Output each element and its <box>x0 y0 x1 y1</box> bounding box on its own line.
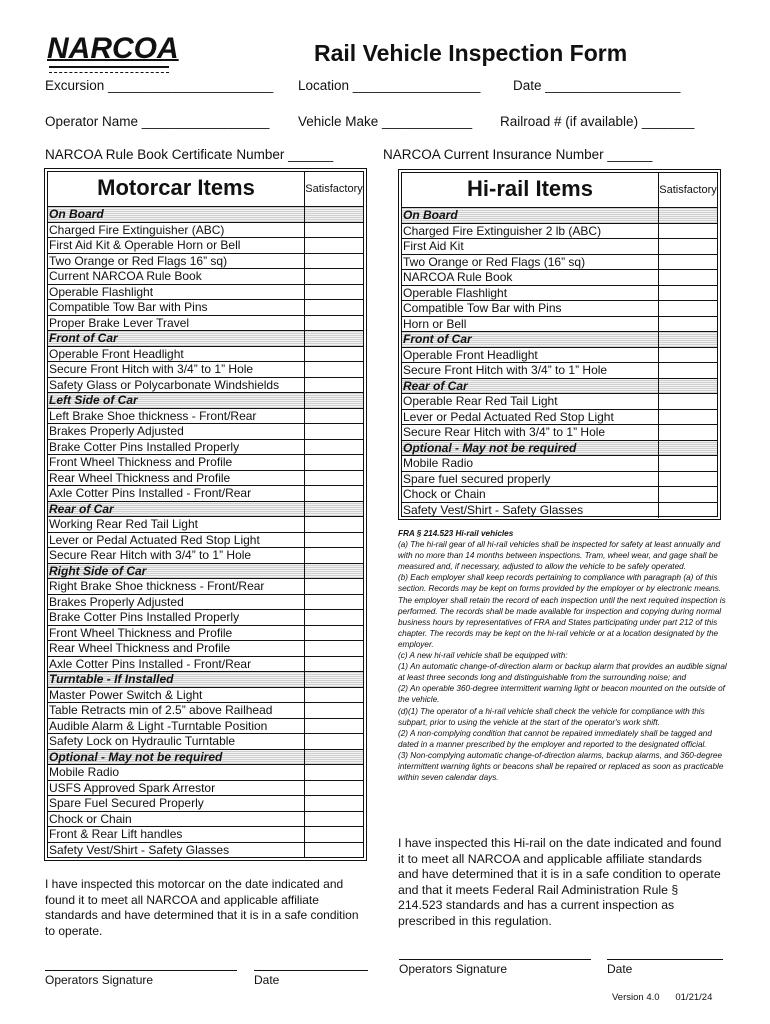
satisfactory-checkbox-cell[interactable] <box>659 472 717 487</box>
satisfactory-checkbox-cell[interactable] <box>659 456 717 471</box>
satisfactory-checkbox-cell[interactable] <box>305 347 363 362</box>
satisfactory-checkbox-cell[interactable] <box>305 827 363 842</box>
satisfactory-column-header: Satisfactory <box>659 184 717 196</box>
item-label: Safety Vest/Shirt - Safety Glasses <box>402 503 659 519</box>
section-blank-cell <box>305 207 363 222</box>
inspection-item-row <box>402 255 717 271</box>
motorcar-table-title: Motorcar Items <box>48 172 305 206</box>
satisfactory-checkbox-cell[interactable] <box>305 223 363 238</box>
inspection-item-row <box>48 238 363 254</box>
inspection-item-row <box>48 827 363 843</box>
item-label: Mobile Radio <box>402 456 659 471</box>
satisfactory-checkbox-cell[interactable] <box>305 440 363 455</box>
satisfactory-checkbox-cell[interactable] <box>305 641 363 656</box>
satisfactory-checkbox-cell[interactable] <box>659 270 717 285</box>
hirail-date-label: Date <box>607 962 633 976</box>
item-label: Front & Rear Lift handles <box>48 827 305 842</box>
motorcar-signature-line[interactable] <box>45 970 237 971</box>
satisfactory-checkbox-cell[interactable] <box>305 719 363 734</box>
inspection-item-row <box>48 347 363 363</box>
motorcar-signature-label: Operators Signature <box>45 973 154 987</box>
section-header-row <box>48 207 363 223</box>
inspection-item-row <box>48 424 363 440</box>
hirail-statement: I have inspected this Hi-rail on the date indicated and found it to meet all NARCOA and applicable affiliate standards and have determined that it is in a safe condition to operate and that it meets Federal Rail Administration Rule § 214.523 standards and has a current inspection as prescribed in this regulation. <box>398 836 722 928</box>
section-blank-cell <box>305 331 363 346</box>
section-header-row <box>48 750 363 766</box>
satisfactory-column-header: Satisfactory <box>305 183 363 195</box>
section-blank-cell <box>305 393 363 408</box>
insurance-field[interactable]: NARCOA Current Insurance Number ______ <box>383 147 653 162</box>
inspection-item-row <box>402 363 717 379</box>
excursion-field[interactable]: Excursion ______________________ <box>45 78 274 93</box>
section-header-row <box>48 564 363 580</box>
item-label: Operable Flashlight <box>402 286 659 301</box>
inspection-item-row <box>402 425 717 441</box>
item-label: Audible Alarm & Light -Turntable Position <box>48 719 305 734</box>
item-label: Horn or Bell <box>402 317 659 332</box>
fra-paragraph: (1) An automatic change-of-direction alarm or backup alarm that provides an audible signal at least three seconds long and distinguishable from the surrounding noise; and <box>398 662 727 683</box>
satisfactory-checkbox-cell[interactable] <box>305 548 363 563</box>
satisfactory-checkbox-cell[interactable] <box>305 688 363 703</box>
hirail-signature-label: Operators Signature <box>399 962 508 976</box>
operator-name-field[interactable]: Operator Name _________________ <box>45 114 270 129</box>
item-label: Working Rear Red Tail Light <box>48 517 305 532</box>
section-label: Turntable - If Installed <box>48 672 305 687</box>
satisfactory-checkbox-cell[interactable] <box>659 224 717 239</box>
item-label: Two Orange or Red Flags (16” sq) <box>402 255 659 270</box>
section-blank-cell <box>659 332 717 347</box>
form-title: Rail Vehicle Inspection Form <box>314 40 628 66</box>
item-label: Front Wheel Thickness and Profile <box>48 626 305 641</box>
satisfactory-checkbox-cell[interactable] <box>659 503 717 519</box>
motorcar-statement: I have inspected this motorcar on the date indicated and found it to meet all NARCOA and applicable affiliate standards and have determined that it is in a safe condition to operate. <box>45 877 359 938</box>
item-label: Lever or Pedal Actuated Red Stop Light <box>48 533 305 548</box>
satisfactory-checkbox-cell[interactable] <box>659 425 717 440</box>
item-label: Rear Wheel Thickness and Profile <box>48 471 305 486</box>
hirail-date-line[interactable] <box>607 959 723 960</box>
item-label: Lever or Pedal Actuated Red Stop Light <box>402 410 659 425</box>
railroad-number-field[interactable]: Railroad # (if available) _______ <box>500 114 695 129</box>
item-label: Secure Front Hitch with 3/4” to 1” Hole <box>402 363 659 378</box>
version-label: Version 4.0 01/21/24 <box>612 992 713 1003</box>
hirail-table-title: Hi-rail Items <box>402 173 659 207</box>
satisfactory-checkbox-cell[interactable] <box>305 424 363 439</box>
inspection-item-row <box>402 270 717 286</box>
fra-regulation-text <box>398 528 728 783</box>
satisfactory-checkbox-cell[interactable] <box>305 471 363 486</box>
satisfactory-checkbox-cell[interactable] <box>305 703 363 718</box>
satisfactory-checkbox-cell[interactable] <box>305 781 363 796</box>
item-label: First Aid Kit & Operable Horn or Bell <box>48 238 305 253</box>
location-field[interactable]: Location _________________ <box>298 78 481 93</box>
satisfactory-checkbox-cell[interactable] <box>305 843 363 859</box>
inspection-item-row <box>48 626 363 642</box>
item-label: Right Brake Shoe thickness - Front/Rear <box>48 579 305 594</box>
satisfactory-checkbox-cell[interactable] <box>305 254 363 269</box>
satisfactory-checkbox-cell[interactable] <box>659 348 717 363</box>
section-header-row <box>402 441 717 457</box>
section-blank-cell <box>305 750 363 765</box>
inspection-item-row <box>402 317 717 333</box>
hirail-items-table <box>398 169 721 520</box>
section-label: Front of Car <box>48 331 305 346</box>
inspection-item-row <box>402 239 717 255</box>
satisfactory-checkbox-cell[interactable] <box>305 796 363 811</box>
item-label: Safety Vest/Shirt - Safety Glasses <box>48 843 305 859</box>
item-label: Axle Cotter Pins Installed - Front/Rear <box>48 657 305 672</box>
inspection-item-row <box>48 471 363 487</box>
narcoa-logo: NARCOA <box>47 32 179 65</box>
inspection-item-row <box>48 812 363 828</box>
inspection-item-row <box>48 455 363 471</box>
section-header-row <box>48 502 363 518</box>
item-label: USFS Approved Spark Arrestor <box>48 781 305 796</box>
satisfactory-checkbox-cell[interactable] <box>305 610 363 625</box>
section-blank-cell <box>305 502 363 517</box>
satisfactory-checkbox-cell[interactable] <box>659 410 717 425</box>
satisfactory-checkbox-cell[interactable] <box>659 255 717 270</box>
inspection-item-row <box>402 224 717 240</box>
section-blank-cell <box>659 441 717 456</box>
satisfactory-checkbox-cell[interactable] <box>305 533 363 548</box>
inspection-item-row <box>402 286 717 302</box>
inspection-item-row <box>48 796 363 812</box>
inspection-item-row <box>48 781 363 797</box>
inspection-item-row <box>402 394 717 410</box>
section-label: Right Side of Car <box>48 564 305 579</box>
satisfactory-checkbox-cell[interactable] <box>659 286 717 301</box>
item-label: Safety Lock on Hydraulic Turntable <box>48 734 305 749</box>
rule-book-cert-field[interactable]: NARCOA Rule Book Certificate Number ______ <box>45 147 334 162</box>
satisfactory-checkbox-cell[interactable] <box>305 626 363 641</box>
inspection-item-row <box>48 548 363 564</box>
inspection-item-row <box>48 610 363 626</box>
satisfactory-checkbox-cell[interactable] <box>305 812 363 827</box>
section-blank-cell <box>305 672 363 687</box>
item-label: Front Wheel Thickness and Profile <box>48 455 305 470</box>
inspection-item-row <box>48 533 363 549</box>
section-header-row <box>48 672 363 688</box>
item-label: Secure Rear Hitch with 3/4” to 1” Hole <box>402 425 659 440</box>
inspection-item-row <box>48 595 363 611</box>
satisfactory-checkbox-cell[interactable] <box>305 269 363 284</box>
fra-paragraph: (2) A non-complying condition that cannot be repaired immediately shall be tagged and dated in a manner prescribed by the employer and reported to the designated official. <box>398 728 712 749</box>
satisfactory-checkbox-cell[interactable] <box>659 487 717 502</box>
section-blank-cell <box>305 564 363 579</box>
logo-rail-decoration <box>49 66 169 73</box>
satisfactory-checkbox-cell[interactable] <box>305 765 363 780</box>
date-field[interactable]: Date __________________ <box>513 78 681 93</box>
inspection-item-row <box>48 300 363 316</box>
fra-paragraph: (a) The hi-rail gear of all hi-rail vehicles shall be inspected for safety at least annually and with no more than 14 months between inspections. Tram, wheel wear, and gage shall be measured and, if necessary, adjusted to allow the vehicle to be safely operated. <box>398 540 721 572</box>
inspection-item-row <box>48 579 363 595</box>
item-label: Two Orange or Red Flags 16” sq) <box>48 254 305 269</box>
item-label: Operable Front Headlight <box>402 348 659 363</box>
fra-paragraph: (3) Non-complying automatic change-of-direction alarms, backup alarms, and 360-degree intermittent warning lights or beacons shall be repaired or replaced as soon as practicable within seven calendar days. <box>398 750 724 783</box>
item-label: Proper Brake Lever Travel <box>48 316 305 331</box>
section-label: Optional - May not be required <box>48 750 305 765</box>
section-label: Front of Car <box>402 332 659 347</box>
satisfactory-checkbox-cell[interactable] <box>305 409 363 424</box>
section-label: On Board <box>402 208 659 223</box>
inspection-item-row <box>402 503 717 519</box>
inspection-item-row <box>48 765 363 781</box>
inspection-item-row <box>48 316 363 332</box>
motorcar-rows <box>48 207 363 858</box>
item-label: Chock or Chain <box>402 487 659 502</box>
section-header-row <box>402 208 717 224</box>
fra-paragraph: (c) A new hi-rail vehicle shall be equipped with: <box>398 651 568 661</box>
item-label: Left Brake Shoe thickness - Front/Rear <box>48 409 305 424</box>
section-blank-cell <box>659 379 717 394</box>
section-label: Optional - May not be required <box>402 441 659 456</box>
motorcar-date-label: Date <box>254 973 280 987</box>
inspection-item-row <box>48 657 363 673</box>
satisfactory-checkbox-cell[interactable] <box>305 238 363 253</box>
satisfactory-checkbox-cell[interactable] <box>305 300 363 315</box>
satisfactory-checkbox-cell[interactable] <box>659 394 717 409</box>
item-label: Axle Cotter Pins Installed - Front/Rear <box>48 486 305 501</box>
item-label: Chock or Chain <box>48 812 305 827</box>
satisfactory-checkbox-cell[interactable] <box>659 363 717 378</box>
inspection-item-row <box>48 223 363 239</box>
hirail-table-header <box>402 173 717 208</box>
section-label: Rear of Car <box>48 502 305 517</box>
motorcar-items-table <box>44 168 367 861</box>
motorcar-date-line[interactable] <box>254 970 368 971</box>
inspection-item-row <box>48 254 363 270</box>
item-label: Brake Cotter Pins Installed Properly <box>48 440 305 455</box>
satisfactory-checkbox-cell[interactable] <box>659 301 717 316</box>
inspection-item-row <box>48 362 363 378</box>
item-label: Compatible Tow Bar with Pins <box>48 300 305 315</box>
satisfactory-checkbox-cell[interactable] <box>305 378 363 393</box>
section-header-row <box>402 332 717 348</box>
fra-paragraph: (d)(1) The operator of a hi-rail vehicle shall check the vehicle for compliance with this subpart, prior to using the vehicle at the start of the operator's work shift. <box>398 706 705 727</box>
section-label: On Board <box>48 207 305 222</box>
item-label: Secure Front Hitch with 3/4” to 1” Hole <box>48 362 305 377</box>
hirail-rows <box>402 208 717 518</box>
inspection-item-row <box>48 440 363 456</box>
section-header-row <box>402 379 717 395</box>
inspection-item-row <box>402 487 717 503</box>
inspection-item-row <box>48 486 363 502</box>
section-header-row <box>48 393 363 409</box>
item-label: Operable Rear Red Tail Light <box>402 394 659 409</box>
satisfactory-checkbox-cell[interactable] <box>305 455 363 470</box>
inspection-item-row <box>48 719 363 735</box>
item-label: Rear Wheel Thickness and Profile <box>48 641 305 656</box>
satisfactory-checkbox-cell[interactable] <box>305 579 363 594</box>
satisfactory-checkbox-cell[interactable] <box>305 362 363 377</box>
inspection-item-row <box>48 688 363 704</box>
section-header-row <box>48 331 363 347</box>
item-label: Spare fuel secured properly <box>402 472 659 487</box>
inspection-item-row <box>48 517 363 533</box>
satisfactory-checkbox-cell[interactable] <box>305 657 363 672</box>
inspection-item-row <box>48 734 363 750</box>
motorcar-table-header <box>48 172 363 207</box>
item-label: Current NARCOA Rule Book <box>48 269 305 284</box>
item-label: Operable Front Headlight <box>48 347 305 362</box>
item-label: Charged Fire Extinguisher 2 lb (ABC) <box>402 224 659 239</box>
inspection-item-row <box>48 843 363 859</box>
item-label: Spare Fuel Secured Properly <box>48 796 305 811</box>
satisfactory-checkbox-cell[interactable] <box>305 595 363 610</box>
item-label: Operable Flashlight <box>48 285 305 300</box>
section-label: Rear of Car <box>402 379 659 394</box>
section-label: Left Side of Car <box>48 393 305 408</box>
item-label: Master Power Switch & Light <box>48 688 305 703</box>
item-label: Charged Fire Extinguisher (ABC) <box>48 223 305 238</box>
satisfactory-checkbox-cell[interactable] <box>659 317 717 332</box>
item-label: Compatible Tow Bar with Pins <box>402 301 659 316</box>
item-label: NARCOA Rule Book <box>402 270 659 285</box>
satisfactory-checkbox-cell[interactable] <box>305 486 363 501</box>
satisfactory-checkbox-cell[interactable] <box>305 285 363 300</box>
inspection-item-row <box>48 285 363 301</box>
inspection-item-row <box>48 703 363 719</box>
satisfactory-checkbox-cell[interactable] <box>305 734 363 749</box>
item-label: Table Retracts min of 2.5” above Railhead <box>48 703 305 718</box>
item-label: Brakes Properly Adjusted <box>48 595 305 610</box>
inspection-item-row <box>48 269 363 285</box>
section-blank-cell <box>659 208 717 223</box>
inspection-item-row <box>402 456 717 472</box>
vehicle-make-field[interactable]: Vehicle Make ____________ <box>298 114 473 129</box>
hirail-signature-line[interactable] <box>399 959 591 960</box>
satisfactory-checkbox-cell[interactable] <box>305 316 363 331</box>
item-label: Secure Rear Hitch with 3/4” to 1” Hole <box>48 548 305 563</box>
fra-paragraph: (b) Each employer shall keep records pertaining to compliance with paragraph (a) of this section. Records may be kept on forms provided by the employer or by electronic means. The employer shall retain the record of each inspection until the next required inspection is performed. The records shall be made available for inspection and copying during normal business hours by representatives of FRA and States participating under part 212 of this chapter. The records may be kept on the hi-rail vehicle or at a location designated by the employer. <box>398 573 726 649</box>
satisfactory-checkbox-cell[interactable] <box>659 239 717 254</box>
fra-paragraph: (2) An operable 360-degree intermittent warning light or beacon mounted on the outside of the vehicle. <box>398 684 725 705</box>
item-label: Brake Cotter Pins Installed Properly <box>48 610 305 625</box>
item-label: Brakes Properly Adjusted <box>48 424 305 439</box>
satisfactory-checkbox-cell[interactable] <box>305 517 363 532</box>
inspection-item-row <box>48 641 363 657</box>
inspection-item-row <box>402 472 717 488</box>
inspection-item-row <box>402 301 717 317</box>
inspection-item-row <box>48 409 363 425</box>
item-label: Safety Glass or Polycarbonate Windshields <box>48 378 305 393</box>
item-label: First Aid Kit <box>402 239 659 254</box>
inspection-item-row <box>48 378 363 394</box>
item-label: Mobile Radio <box>48 765 305 780</box>
fra-heading: FRA § 214.523 Hi-rail vehicles <box>398 529 514 538</box>
inspection-item-row <box>402 410 717 426</box>
inspection-item-row <box>402 348 717 364</box>
